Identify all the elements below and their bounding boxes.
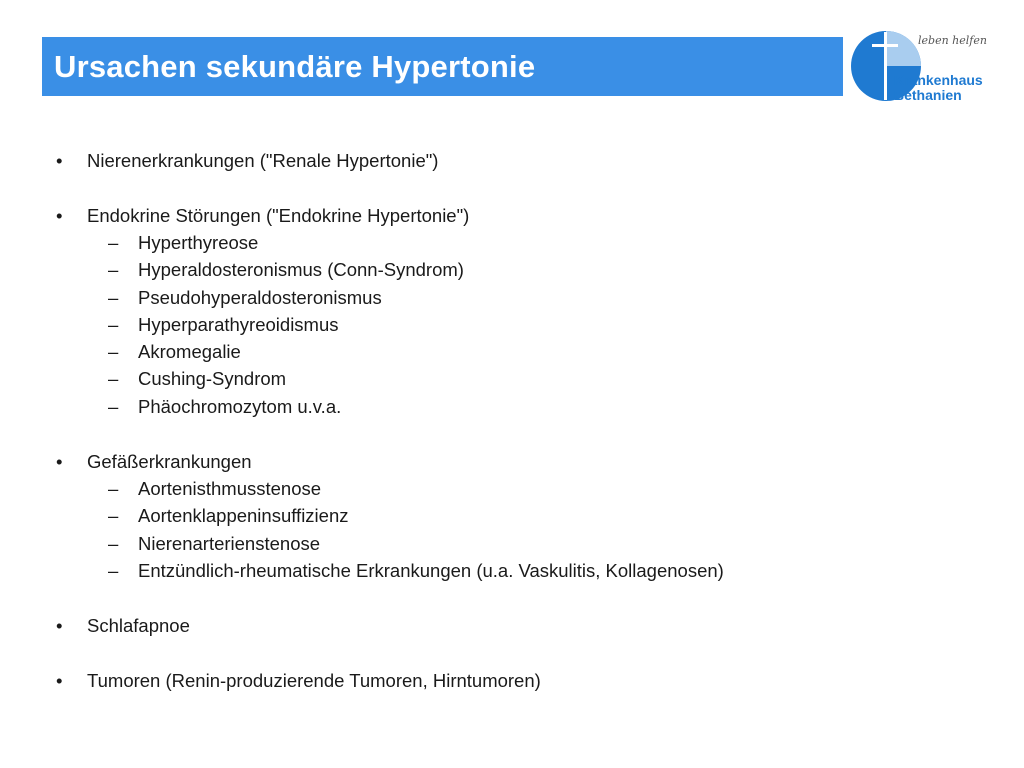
sub-item-text: Akromegalie: [138, 341, 241, 362]
sub-item: [108, 559, 724, 583]
sub-item-text: Phäochromozytom u.v.a.: [138, 396, 342, 417]
sub-item: [108, 340, 241, 364]
sub-item-text: Aortenisthmusstenose: [138, 478, 322, 499]
sub-item-text: Aortenklappeninsuffizienz: [138, 505, 349, 526]
bullet-item: [56, 204, 469, 228]
dash-mark: –: [108, 287, 119, 308]
sub-item: [108, 395, 341, 419]
sub-item: [108, 367, 286, 391]
bullet-item: [56, 614, 190, 638]
sub-item: [108, 313, 339, 337]
dash-mark: –: [108, 478, 119, 499]
logo-name-line2: Bethanien: [894, 87, 962, 103]
bullet-item: [56, 669, 541, 693]
sub-item: [108, 258, 464, 282]
sub-item: [108, 286, 382, 310]
dash-mark: –: [108, 341, 119, 362]
dash-mark: –: [108, 533, 119, 554]
sub-item: [108, 504, 349, 528]
dash-mark: –: [108, 314, 119, 335]
bullet-text: Endokrine Störungen ("Endokrine Hypertonie"): [87, 205, 470, 226]
sub-item-text: Entzündlich-rheumatische Erkrankungen (u.a. Vaskulitis, Kollagenosen): [138, 560, 724, 581]
sub-item-text: Cushing-Syndrom: [138, 368, 287, 389]
sub-item-text: Nierenarterienstenose: [138, 533, 321, 554]
bullet-item: [56, 450, 252, 474]
sub-item: [108, 231, 258, 255]
dash-mark: –: [108, 368, 119, 389]
bullet-text: Tumoren (Renin-produzierende Tumoren, Hirntumoren): [87, 670, 541, 691]
bullet-mark: •: [56, 150, 63, 171]
bullet-mark: •: [56, 451, 63, 472]
dash-mark: –: [108, 560, 119, 581]
logo-tagline: leben helfen: [918, 34, 987, 47]
sub-item: [108, 477, 321, 501]
dash-mark: –: [108, 259, 119, 280]
dash-mark: –: [108, 505, 119, 526]
bullet-mark: •: [56, 205, 63, 226]
slide-title: Ursachen sekundäre Hypertonie: [54, 48, 536, 84]
dash-mark: –: [108, 396, 119, 417]
bullet-item: [56, 149, 438, 173]
dash-mark: –: [108, 232, 119, 253]
logo-name-line1: Krankenhaus: [894, 72, 983, 88]
sub-item-text: Hyperthyreose: [138, 232, 259, 253]
bullet-text: Nierenerkrankungen ("Renale Hypertonie"): [87, 150, 439, 171]
sub-item: [108, 532, 320, 556]
bullet-mark: •: [56, 670, 63, 691]
bullet-mark: •: [56, 615, 63, 636]
sub-item-text: Hyperaldosteronismus (Conn-Syndrom): [138, 259, 464, 280]
bullet-text: Schlafapnoe: [87, 615, 190, 636]
sub-item-text: Pseudohyperaldosteronismus: [138, 287, 382, 308]
sub-item-text: Hyperparathyreoidismus: [138, 314, 339, 335]
bullet-text: Gefäßerkrankungen: [87, 451, 252, 472]
